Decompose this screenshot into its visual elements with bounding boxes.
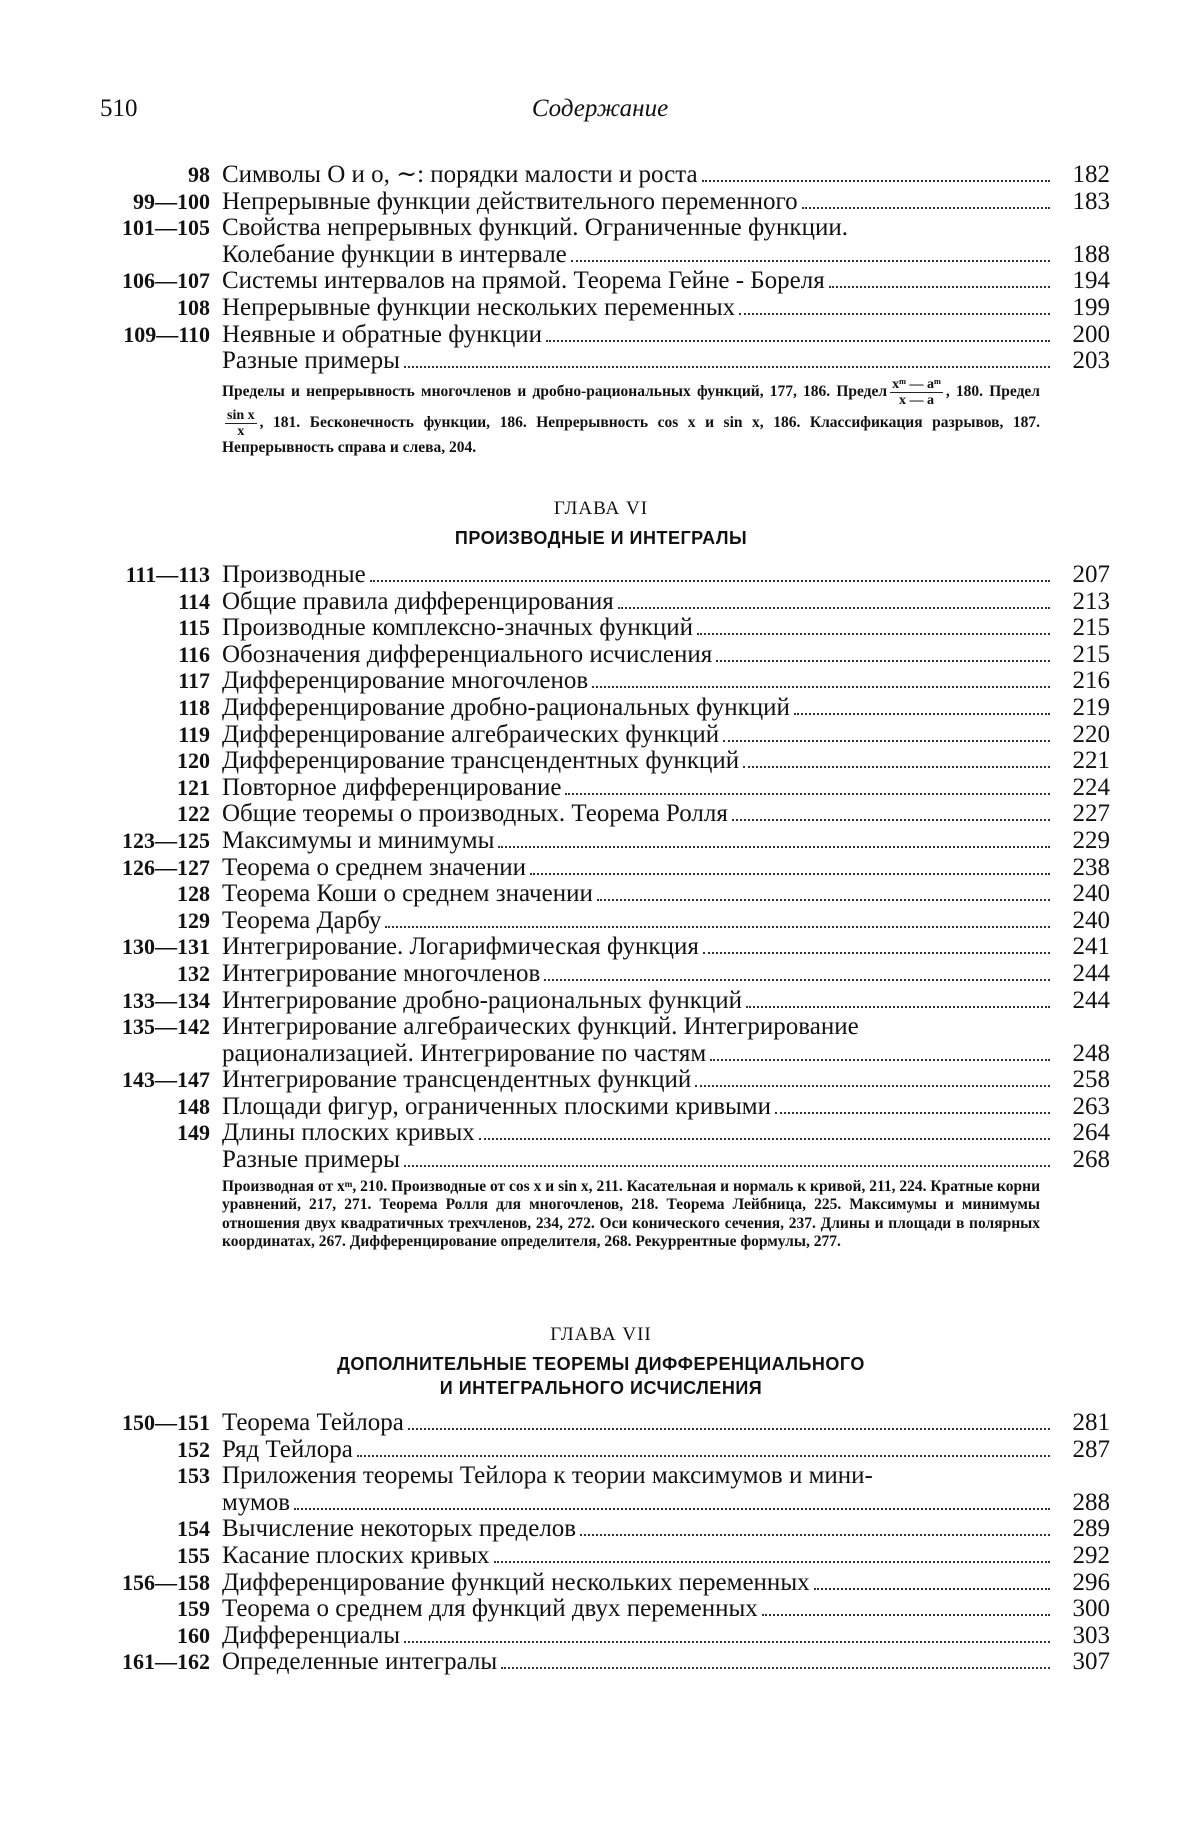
toc-entry-line	[222, 801, 1110, 828]
fraction-numerator: sin x	[227, 407, 255, 423]
section-number: 160	[177, 1622, 210, 1648]
toc-entry-line	[222, 855, 1110, 882]
toc-entry-line	[222, 1041, 1110, 1068]
toc-entry-line	[222, 1437, 1110, 1464]
section-number	[92, 1147, 222, 1174]
toc-entry-body	[222, 189, 1110, 216]
toc-entry-line	[222, 695, 1110, 722]
entry-title: Ряд Тейлора	[222, 1435, 353, 1463]
toc-entry[interactable]	[92, 1543, 1110, 1570]
toc-entry[interactable]	[92, 934, 1110, 961]
page-ref[interactable]: 221	[1072, 747, 1110, 775]
page-ref[interactable]: 258	[1072, 1066, 1110, 1094]
toc-entry-line	[222, 1014, 1110, 1041]
entry-title: Интегрирование многочленов	[222, 959, 541, 987]
page-ref[interactable]: 263	[1072, 1092, 1110, 1120]
toc-entry-line	[222, 1543, 1110, 1570]
dot-leader	[370, 580, 1050, 582]
toc-entry-body	[222, 1543, 1110, 1570]
section-number: 149	[177, 1120, 210, 1146]
toc-entry[interactable]	[92, 215, 1110, 268]
section-number: 118	[178, 694, 210, 720]
toc-entry-body	[222, 1067, 1110, 1094]
entry-title: Интегрирование дробно-рациональных функций	[222, 986, 742, 1014]
toc-entry-line	[222, 1094, 1110, 1121]
chapter-7	[92, 1324, 1110, 1676]
toc-entry[interactable]	[92, 1147, 1110, 1174]
toc-entry-body	[222, 162, 1110, 189]
toc-entry-body	[222, 988, 1110, 1015]
toc-entry-body	[222, 1463, 1110, 1516]
section-number: 148	[177, 1093, 210, 1119]
toc-entry[interactable]	[92, 1463, 1110, 1516]
toc-entry-body	[222, 295, 1110, 322]
note-text: , 180. Предел	[945, 382, 1040, 400]
dot-leader	[802, 207, 1050, 209]
entry-title: Символы O и o, ∼: порядки малости и роста	[222, 161, 698, 188]
section-number: 150—151	[122, 1410, 210, 1435]
toc-entry[interactable]	[92, 162, 1110, 189]
section-number: 132	[177, 960, 210, 986]
entry-title: Теорема о среднем значении	[222, 853, 527, 881]
toc-entry-line	[222, 268, 1110, 295]
entry-title: Производные комплексно-значных функций	[222, 614, 694, 642]
page-ref[interactable]: 229	[1072, 826, 1110, 854]
entry-title: Длины плоских кривых	[222, 1119, 475, 1147]
toc-entry-body	[222, 1014, 1110, 1067]
page-ref[interactable]: 220	[1072, 720, 1110, 748]
toc-entry-body	[222, 1596, 1110, 1623]
entry-title: Колебание функции в интервале	[222, 240, 567, 268]
toc-entry-line	[222, 908, 1110, 935]
dot-leader	[814, 1588, 1050, 1590]
dot-leader	[829, 286, 1050, 288]
chapter-label: ГЛАВА VI	[553, 498, 649, 519]
section-number: 153	[177, 1463, 210, 1489]
dot-leader	[762, 1614, 1050, 1616]
page-ref[interactable]: 182	[1072, 161, 1110, 188]
toc-entry-line	[222, 242, 1110, 269]
entry-title: Теорема Дарбу	[222, 906, 382, 934]
dot-leader	[501, 1667, 1050, 1669]
dot-leader	[597, 899, 1050, 901]
section-number: 99—100	[133, 188, 210, 214]
toc-entry-body	[222, 855, 1110, 882]
dot-leader	[775, 1112, 1050, 1114]
toc-entry-body	[222, 268, 1110, 295]
dot-leader	[357, 1455, 1050, 1457]
section-number: 117	[178, 668, 210, 694]
section-number: 161—162	[122, 1649, 210, 1675]
chapter-notes: Производная от xᵐ, 210. Производные от cos x и sin x, 211. Касательная и нормаль к кривой, 211, 224. Кратные корни уравнений, 217, 271. Теорема Ролля для многочленов, 218. Теорема Лейбница, 225. Максимумы и минимумы отношения двух квадратичных трехчленов, 234, 272. Оси конического сечения, 237. Длины и площади в полярных координатах, 267. Дифференцирование определителя, 268. Рекуррентные формулы, 277.	[222, 1177, 1040, 1251]
dot-leader	[697, 633, 1050, 635]
toc-entry-body	[222, 215, 1110, 268]
toc-entry-line	[222, 668, 1110, 695]
toc-entry-line	[222, 562, 1110, 589]
section-number: 129	[177, 907, 210, 933]
dot-leader	[580, 1534, 1050, 1536]
fraction	[225, 408, 257, 439]
page-ref[interactable]: 219	[1072, 693, 1110, 721]
section-number: 122	[177, 801, 210, 827]
dot-leader	[494, 1561, 1050, 1563]
fraction-numerator: xᵐ — aᵐ	[892, 376, 941, 392]
toc-entry-body	[222, 322, 1110, 349]
section-number: 152	[177, 1436, 210, 1462]
toc-entry-line	[222, 934, 1110, 961]
dot-leader	[716, 660, 1050, 662]
page-ref[interactable]: 281	[1072, 1409, 1110, 1436]
page-ref[interactable]: 224	[1072, 773, 1110, 801]
toc-entry-body	[222, 1094, 1110, 1121]
section-number: 119	[178, 721, 210, 747]
page-ref[interactable]: 227	[1072, 800, 1110, 828]
entry-title: Повторное дифференцирование	[222, 773, 562, 801]
dot-leader	[592, 686, 1050, 688]
toc-entry[interactable]	[92, 855, 1110, 882]
toc-entry-line	[222, 1067, 1110, 1094]
page-number: 510	[100, 95, 138, 122]
toc-entry[interactable]	[92, 589, 1110, 616]
toc-entry[interactable]	[92, 1596, 1110, 1623]
page-ref[interactable]: 213	[1072, 587, 1110, 615]
section-number: 130—131	[122, 934, 210, 960]
toc-entry-line	[222, 348, 1110, 375]
toc-entry-line	[222, 589, 1110, 616]
toc-entry[interactable]	[92, 775, 1110, 802]
toc-entry-line	[222, 1649, 1110, 1676]
chapter-6	[92, 498, 1110, 1252]
toc-entry-line	[222, 1490, 1110, 1517]
toc-entry[interactable]	[92, 1516, 1110, 1543]
toc-entry-line	[222, 189, 1110, 216]
page-ref[interactable]: 296	[1072, 1568, 1110, 1596]
toc-entry-line	[222, 1596, 1110, 1623]
fraction	[890, 377, 943, 408]
dot-leader	[618, 607, 1050, 609]
section-number: 115	[178, 615, 210, 641]
entry-title: Интегрирование алгебраических функций. Интегрирование	[222, 1013, 859, 1041]
entry-title: Системы интервалов на прямой. Теорема Гейне - Бореля	[222, 267, 825, 295]
dot-leader	[294, 1508, 1050, 1510]
entry-title: Определенные интегралы	[222, 1648, 498, 1676]
section-number: 154	[177, 1516, 210, 1542]
section-number: 114	[178, 588, 210, 614]
toc-entry[interactable]	[92, 1623, 1110, 1650]
chapter-label: ГЛАВА VII	[550, 1324, 652, 1345]
entry-title: Дифференцирование функций нескольких переменных	[222, 1568, 810, 1596]
toc-entry-body	[222, 642, 1110, 669]
page-ref[interactable]: 194	[1072, 267, 1110, 295]
dot-leader	[404, 1165, 1050, 1167]
page-ref[interactable]: 203	[1072, 347, 1110, 375]
page-ref[interactable]: 307	[1072, 1648, 1110, 1676]
toc-entry[interactable]	[92, 988, 1110, 1015]
entry-title: Дифференцирование алгебраических функций	[222, 720, 720, 748]
dot-leader	[498, 846, 1050, 848]
section-number: 108	[177, 294, 210, 320]
toc-entry-body	[222, 722, 1110, 749]
section-number	[92, 348, 222, 375]
dot-leader	[408, 1428, 1050, 1430]
dot-leader	[743, 766, 1050, 768]
section-number: 123—125	[122, 827, 210, 853]
toc-entry-line	[222, 988, 1110, 1015]
entry-title: Неявные и обратные функции	[222, 320, 542, 348]
entry-title: Площади фигур, ограниченных плоскими кривыми	[222, 1092, 772, 1120]
entry-title: Дифференцирование многочленов	[222, 667, 589, 695]
entry-title: Разные примеры	[222, 1146, 400, 1174]
toc-entry-body	[222, 1437, 1110, 1464]
entry-title: Касание плоских кривых	[222, 1541, 490, 1569]
dot-leader	[703, 952, 1050, 954]
entry-title: рационализацией. Интегрирование по частям	[222, 1039, 707, 1067]
toc-entry-line	[222, 215, 1110, 242]
toc-entry-body	[222, 1570, 1110, 1597]
toc-entry[interactable]	[92, 1094, 1110, 1121]
toc-entry[interactable]	[92, 1437, 1110, 1464]
page-ref[interactable]: 303	[1072, 1621, 1110, 1649]
page-ref[interactable]: 287	[1072, 1435, 1110, 1463]
toc-entry[interactable]	[92, 642, 1110, 669]
page-ref[interactable]: 264	[1072, 1119, 1110, 1147]
dot-leader	[710, 1059, 1050, 1061]
dot-leader	[404, 1641, 1050, 1643]
section-number: 116	[178, 641, 210, 667]
toc-entry-body	[222, 1410, 1110, 1437]
toc-entry[interactable]	[92, 1410, 1110, 1437]
section-number: 121	[177, 774, 210, 800]
toc-entry-body	[222, 801, 1110, 828]
page-ref[interactable]: 188	[1072, 240, 1110, 268]
running-title: Содержание	[531, 95, 669, 122]
page-ref[interactable]: 288	[1072, 1488, 1110, 1516]
toc-section-continued	[92, 162, 1110, 457]
toc-entry-body	[222, 1649, 1110, 1676]
section-number: 101—105	[122, 215, 210, 241]
toc-entry[interactable]	[92, 1014, 1110, 1067]
fraction-denominator: x — a	[898, 392, 934, 408]
section-number: 159	[177, 1596, 210, 1622]
toc-entry[interactable]	[92, 189, 1110, 216]
toc-entry[interactable]	[92, 348, 1110, 375]
toc-entry-line	[222, 748, 1110, 775]
toc-entry-body	[222, 668, 1110, 695]
page-ref[interactable]: 268	[1072, 1146, 1110, 1174]
toc-entry-line	[222, 775, 1110, 802]
entry-title: Обозначения дифференциального исчисления	[222, 640, 713, 668]
toc-entry[interactable]	[92, 668, 1110, 695]
dot-leader	[565, 793, 1050, 795]
dot-leader	[385, 926, 1050, 928]
entry-title: Теорема Коши о среднем значении	[222, 880, 593, 908]
entry-title: Общие правила дифференцирования	[222, 587, 614, 615]
toc-entry-body	[222, 1623, 1110, 1650]
section-number: 98	[188, 162, 210, 187]
page-ref[interactable]: 289	[1072, 1515, 1110, 1543]
entry-title: Интегрирование. Логарифмическая функция	[222, 933, 699, 961]
toc-entry-body	[222, 589, 1110, 616]
toc-entry-body	[222, 748, 1110, 775]
toc-entry-line	[222, 881, 1110, 908]
dot-leader	[544, 979, 1050, 981]
section-number: 143—147	[122, 1067, 210, 1093]
toc-entry-body	[222, 348, 1110, 375]
entry-title: Непрерывные функции нескольких переменных	[222, 293, 736, 321]
entry-title: Свойства непрерывных функций. Ограниченные функции.	[222, 214, 848, 242]
toc-entry[interactable]	[92, 322, 1110, 349]
entry-title: Разные примеры	[222, 347, 400, 375]
note-text: , 181. Бесконечность функции, 186. Непрерывность cos x и sin x, 186. Классификация разрывов, 187. Непрерывность справа и слева, 204.	[222, 413, 1040, 456]
toc-entry[interactable]	[92, 1570, 1110, 1597]
section-number: 106—107	[122, 268, 210, 294]
entry-title: Теорема Тейлора	[222, 1409, 404, 1436]
toc-entry[interactable]	[92, 801, 1110, 828]
toc-entry[interactable]	[92, 961, 1110, 988]
section-number: 156—158	[122, 1569, 210, 1595]
page-ref[interactable]: 183	[1072, 187, 1110, 215]
section-number: 133—134	[122, 987, 210, 1013]
chapter-notes	[222, 377, 1040, 458]
toc-entry-body	[222, 775, 1110, 802]
entry-title: Приложения теоремы Тейлора к теории максимумов и мини-	[222, 1462, 873, 1490]
page-ref[interactable]: 240	[1072, 906, 1110, 934]
page-ref[interactable]: 238	[1072, 853, 1110, 881]
page-ref[interactable]: 244	[1072, 959, 1110, 987]
toc-entry-body	[222, 934, 1110, 961]
toc-entry-line	[222, 1623, 1110, 1650]
toc-entry-body	[222, 961, 1110, 988]
toc-entry[interactable]	[92, 722, 1110, 749]
dot-leader	[571, 260, 1050, 262]
toc-entry[interactable]	[92, 1067, 1110, 1094]
page-ref[interactable]: 207	[1072, 561, 1110, 588]
toc-entry-line	[222, 162, 1110, 189]
toc-entry-line	[222, 1120, 1110, 1147]
toc-entry-body	[222, 695, 1110, 722]
entry-title: Интегрирование трансцендентных функций	[222, 1066, 692, 1094]
dot-leader	[479, 1138, 1050, 1140]
toc-entry-body	[222, 562, 1110, 589]
entry-title: Дифференциалы	[222, 1621, 401, 1649]
entry-title: Непрерывные функции действительного переменного	[222, 187, 798, 215]
toc-entry[interactable]	[92, 748, 1110, 775]
toc-entry[interactable]	[92, 908, 1110, 935]
dot-leader	[794, 713, 1050, 715]
section-number: 135—142	[122, 1014, 210, 1040]
fraction-denominator: x	[237, 423, 245, 439]
toc-entry-line	[222, 322, 1110, 349]
entry-title: Вычисление некоторых пределов	[222, 1515, 577, 1543]
toc-entry-line	[222, 1570, 1110, 1597]
toc-entry[interactable]	[92, 1649, 1110, 1676]
running-head	[100, 95, 1100, 129]
toc-entry-line	[222, 1410, 1110, 1437]
dot-leader	[739, 313, 1050, 315]
toc-entry-line	[222, 828, 1110, 855]
page-ref[interactable]: 200	[1072, 320, 1110, 348]
section-number: 155	[177, 1542, 210, 1568]
section-number: 120	[177, 748, 210, 774]
toc-entry[interactable]	[92, 562, 1110, 589]
entry-title: Максимумы и минимумы	[222, 826, 495, 854]
page-ref[interactable]: 241	[1072, 933, 1110, 961]
entry-title: Теорема о среднем для функций двух переменных	[222, 1595, 758, 1623]
toc-entry-body	[222, 1120, 1110, 1147]
page-ref[interactable]: 216	[1072, 667, 1110, 695]
toc-entry-line	[222, 722, 1110, 749]
toc-entry-line	[222, 1516, 1110, 1543]
dot-leader	[702, 180, 1050, 182]
toc-entry-body	[222, 828, 1110, 855]
page-ref[interactable]: 300	[1072, 1595, 1110, 1623]
page-ref[interactable]: 240	[1072, 880, 1110, 908]
page-ref[interactable]: 199	[1072, 293, 1110, 321]
page-ref[interactable]: 292	[1072, 1541, 1110, 1569]
entry-title: Общие теоремы о производных. Теорема Ролля	[222, 800, 728, 828]
entry-title: Дифференцирование трансцендентных функций	[222, 747, 740, 775]
section-number: 109—110	[123, 321, 210, 347]
toc-entry-body	[222, 881, 1110, 908]
dot-leader	[530, 873, 1050, 875]
dot-leader	[404, 366, 1050, 368]
toc-entry[interactable]	[92, 828, 1110, 855]
toc-entry-line	[222, 295, 1110, 322]
toc-entry-line	[222, 1463, 1110, 1490]
page-ref[interactable]: 244	[1072, 986, 1110, 1014]
toc-entry-line	[222, 642, 1110, 669]
section-number: 111—113	[125, 562, 210, 587]
chapter-title: ПРОИЗВОДНЫЕ И ИНТЕГРАЛЫ	[454, 528, 748, 548]
entry-title: Производные	[222, 561, 366, 588]
entry-title: мумов	[222, 1488, 291, 1516]
page-ref[interactable]: 215	[1072, 614, 1110, 642]
chapter-title: И ИНТЕГРАЛЬНОГО ИСЧИСЛЕНИЯ	[439, 1378, 763, 1398]
toc-entry[interactable]	[92, 615, 1110, 642]
toc-entry[interactable]	[92, 881, 1110, 908]
toc-entry-body	[222, 615, 1110, 642]
dot-leader	[546, 340, 1050, 342]
toc-entry[interactable]	[92, 295, 1110, 322]
toc-entry-line	[222, 1147, 1110, 1174]
toc-entry-line	[222, 615, 1110, 642]
toc-entry[interactable]	[92, 268, 1110, 295]
dot-leader	[732, 819, 1050, 821]
toc-entry-line	[222, 961, 1110, 988]
entry-title: Дифференцирование дробно-рациональных функций	[222, 693, 790, 721]
section-number: 128	[177, 881, 210, 907]
page-ref[interactable]: 215	[1072, 640, 1110, 668]
dot-leader	[695, 1085, 1050, 1087]
chapter-title: ДОПОЛНИТЕЛЬНЫЕ ТЕОРЕМЫ ДИФФЕРЕНЦИАЛЬНОГО	[337, 1354, 865, 1374]
toc-entry-body	[222, 1516, 1110, 1543]
section-number: 126—127	[122, 854, 210, 880]
note-text: Пределы и непрерывность многочленов и дробно-рациональных функций, 177, 186. Предел	[222, 382, 888, 400]
toc-entry-body	[222, 1147, 1110, 1174]
toc-entry[interactable]	[92, 695, 1110, 722]
toc-entry-body	[222, 908, 1110, 935]
page-ref[interactable]: 248	[1072, 1039, 1110, 1067]
dot-leader	[746, 1006, 1050, 1008]
toc-entry[interactable]	[92, 1120, 1110, 1147]
dot-leader	[723, 740, 1050, 742]
